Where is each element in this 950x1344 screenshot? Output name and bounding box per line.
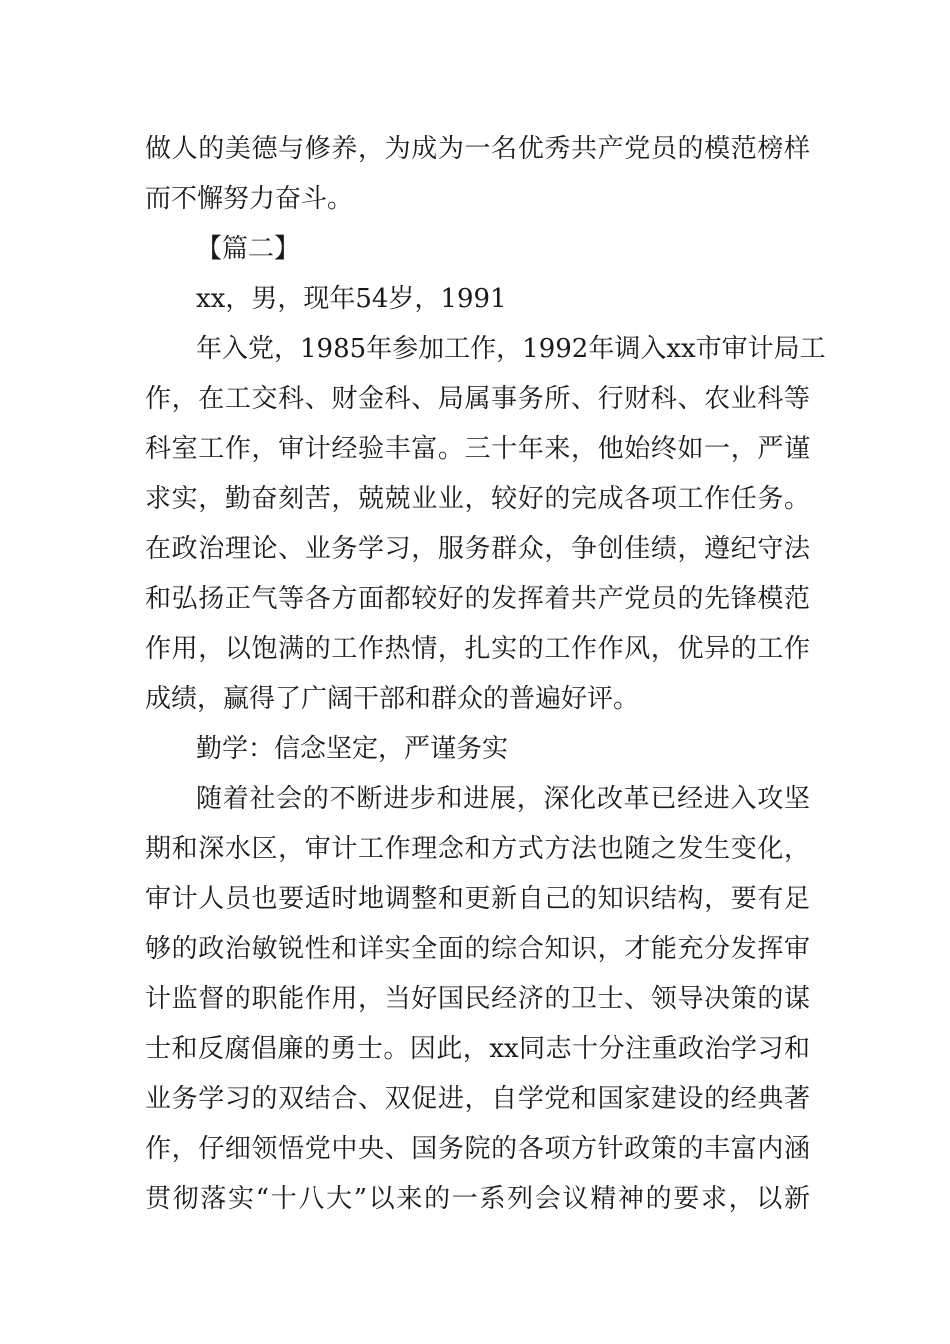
body-line: 作，仔细领悟党中央、国务院的各项方针政策的丰富内涵 xyxy=(145,1134,810,1164)
body-line: 和弘扬正气等各方面都较好的发挥着共产党员的先锋模范 xyxy=(145,584,810,614)
body-line: 成绩，赢得了广阔干部和群众的普遍好评。 xyxy=(145,684,640,714)
body-line: 求实，勤奋刻苦，兢兢业业，较好的完成各项工作任务。 xyxy=(145,484,810,514)
body-line: 科室工作，审计经验丰富。三十年来，他始终如一，严谨 xyxy=(145,434,810,464)
body-line: 贯彻落实“十八大”以来的一系列会议精神的要求，以新 xyxy=(145,1184,810,1214)
body-line: 审计人员也要适时地调整和更新自己的知识结构，要有足 xyxy=(145,884,810,914)
section-heading: 【篇二】 xyxy=(196,234,301,264)
body-line: 做人的美德与修养，为成为一名优秀共产党员的模范榜样 xyxy=(145,134,810,164)
body-line: 随着社会的不断进步和进展，深化改革已经进入攻坚 xyxy=(196,784,810,814)
body-line: 计监督的职能作用，当好国民经济的卫士、领导决策的谋 xyxy=(145,984,810,1014)
body-line: 作，在工交科、财金科、局属事务所、行财科、农业科等 xyxy=(145,384,810,414)
body-line: 士和反腐倡廉的勇士。因此，xx同志十分注重政治学习和 xyxy=(145,1034,810,1064)
body-line: 够的政治敏锐性和详实全面的综合知识，才能充分发挥审 xyxy=(145,934,810,964)
subheading: 勤学：信念坚定，严谨务实 xyxy=(196,734,509,764)
body-line: 期和深水区，审计工作理念和方式方法也随之发生变化， xyxy=(145,834,810,864)
body-line: 作用，以饱满的工作热情，扎实的工作作风，优异的工作 xyxy=(145,634,810,664)
body-line: 业务学习的双结合、双促进，自学党和国家建设的经典著 xyxy=(145,1084,810,1114)
body-line: 在政治理论、业务学习，服务群众，争创佳绩，遵纪守法 xyxy=(145,534,810,564)
body-line: xx，男，现年54岁，1991 xyxy=(196,284,507,314)
body-line: 年入党，1985年参加工作，1992年调入xx市审计局工 xyxy=(196,334,826,364)
body-line: 而不懈努力奋斗。 xyxy=(145,184,354,214)
